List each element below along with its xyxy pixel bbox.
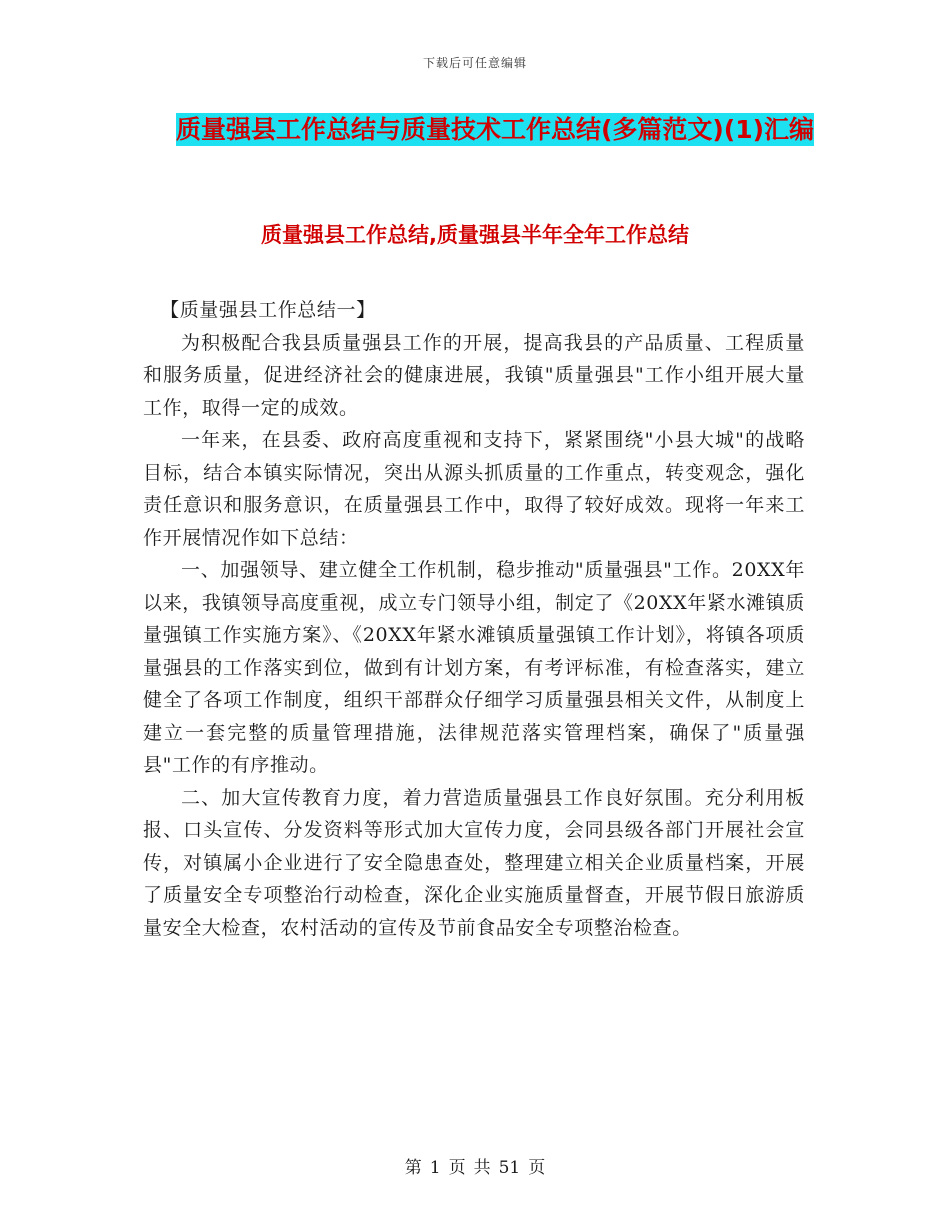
paragraph: 二、加大宣传教育力度，着力营造质量强县工作良好氛围。充分利用板报、口头宣传、分发资料等形式加大宣传力度，会同县级各部门开展社会宣传，对镇属小企业进行了安全隐患查处，整理建立相关企业质量档案，开展了质量安全专项整治行动检查，深化企业实施质量督查，开展节假日旅游质量安全大检查，农村活动的宣传及节前食品安全专项整治检查。 — [143, 786, 805, 939]
section-heading: 【质量强县工作总结一】 — [160, 299, 376, 321]
footer-total-pages: 51 — [498, 1158, 521, 1178]
section-subtitle: 质量强县工作总结,质量强县半年全年工作总结 — [261, 223, 689, 247]
document-title-text: 质量强县工作总结与质量技术工作总结(多篇范文)(1)汇编 — [175, 115, 815, 144]
header-note: 下载后可任意编辑 — [422, 56, 527, 70]
document-title — [140, 108, 850, 152]
paragraph: 一年来，在县委、政府高度重视和支持下，紧紧围绕"小县大城"的战略目标，结合本镇实际情况，突出从源头抓质量的工作重点，转变观念，强化责任意识和服务意识，在质量强县工作中，取得了较好成效。现将一年来工作开展情况作如下总结： — [143, 429, 805, 549]
page-footer — [0, 1153, 950, 1178]
footer-page-number: 1 — [429, 1158, 441, 1178]
footer-total-word: 共 — [473, 1158, 491, 1178]
footer-page-word: 页 — [448, 1158, 466, 1178]
paragraph: 为积极配合我县质量强县工作的开展，提高我县的产品质量、工程质量和服务质量，促进经济社会的健康进展，我镇"质量强县"工作小组开展大量工作，取得一定的成效。 — [143, 331, 805, 419]
paragraph: 一、加强领导、建立健全工作机制，稳步推动"质量强县"工作。20XX年以来，我镇领导高度重视，成立专门领导小组，制定了《20XX年紧水滩镇质量强镇工作实施方案》、《20XX年紧水滩镇质量强镇工作计划》，将镇各项质量强县的工作落实到位，做到有计划方案，有考评标准，有检查落实，建立健全了各项工作制度，组织干部群众仔细学习质量强县相关文件，从制度上建立一套完整的质量管理措施，法律规范落实管理档案，确保了"质量强县"工作的有序推动。 — [143, 559, 806, 776]
document-body — [143, 294, 805, 944]
footer-suffix: 页 — [528, 1158, 546, 1178]
footer-prefix: 第 — [404, 1158, 422, 1178]
